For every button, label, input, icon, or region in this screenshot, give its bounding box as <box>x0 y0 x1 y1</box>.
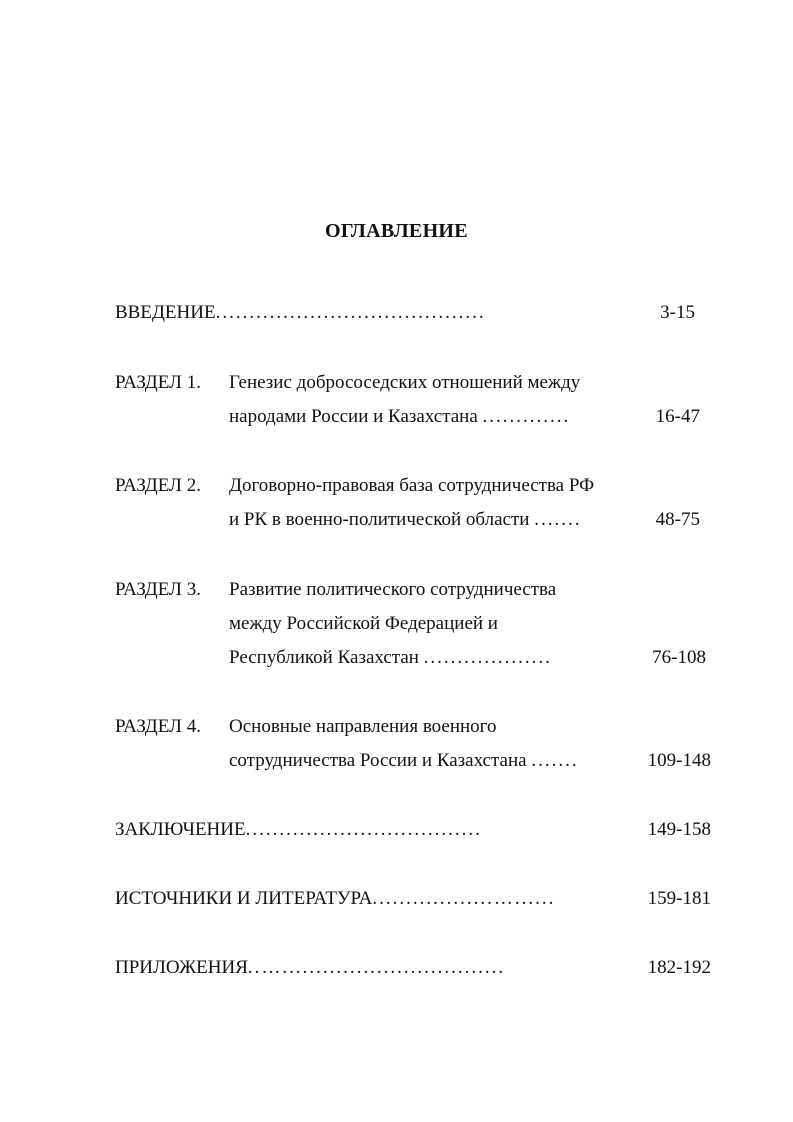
toc-page-range: 159-181 <box>647 888 711 909</box>
toc-section-2-label: РАЗДЕЛ 2. <box>115 475 201 496</box>
toc-leader-dots: ....... <box>534 509 582 530</box>
toc-leader-dots: ........................................ <box>215 302 486 323</box>
toc-page-range: 182-192 <box>647 957 711 978</box>
toc-entry-label: ИСТОЧНИКИ И ЛИТЕРАТУРА <box>115 888 373 909</box>
toc-section-1-line-2 <box>229 405 570 429</box>
toc-entry-text: и РК в военно-политической области <box>229 509 530 530</box>
toc-section-2-line-1: Договорно-правовая база сотрудничества РФ <box>229 475 595 496</box>
toc-section-3-line-3 <box>229 646 552 670</box>
toc-section-4-line-1: Основные направления военного <box>229 716 497 737</box>
toc-entry-text: Республикой Казахстан <box>229 647 419 668</box>
toc-entry-sources <box>115 887 555 911</box>
toc-leader-dots: ....... <box>531 750 579 771</box>
toc-section-3-line-1: Развитие политического сотрудничества <box>229 579 557 600</box>
toc-entry-label: ПРИЛОЖЕНИЯ <box>115 957 248 978</box>
toc-leader-dots: ............. <box>482 406 571 427</box>
toc-entry-label: ВВЕДЕНИЕ <box>115 302 216 323</box>
toc-leader-dots: ..................…...... <box>372 888 556 909</box>
toc-section-3-line-2: между Российской Федерацией и <box>229 613 498 634</box>
toc-page-range: 109-148 <box>647 750 711 771</box>
toc-title: ОГЛАВЛЕНИЕ <box>325 220 468 242</box>
toc-leader-dots: ................................... <box>245 819 482 840</box>
toc-leader-dots: ..…................................. <box>247 957 506 978</box>
toc-section-3-label: РАЗДЕЛ 3. <box>115 579 201 600</box>
toc-section-1-label: РАЗДЕЛ 1. <box>115 372 201 393</box>
toc-section-4-line-2 <box>229 749 579 773</box>
toc-page-range: 76-108 <box>652 647 706 668</box>
toc-section-1-line-1: Генезис добрососедских отношений между <box>229 372 581 393</box>
toc-entry-label: ЗАКЛЮЧЕНИЕ <box>115 819 246 840</box>
toc-page-range: 16-47 <box>655 406 700 427</box>
toc-leader-dots: ................... <box>423 647 552 668</box>
toc-section-2-line-2 <box>229 508 581 532</box>
toc-page-range: 149-158 <box>647 819 711 840</box>
toc-entry-appendices <box>115 956 505 980</box>
toc-entry-text: народами России и Казахстана <box>229 406 478 427</box>
toc-page-range: 48-75 <box>655 509 700 530</box>
toc-entry-text: сотрудничества России и Казахстана <box>229 750 527 771</box>
toc-entry-conclusion <box>115 818 482 842</box>
toc-section-4-label: РАЗДЕЛ 4. <box>115 716 201 737</box>
toc-entry-introduction <box>115 301 486 325</box>
toc-page-range: 3-15 <box>660 302 695 323</box>
